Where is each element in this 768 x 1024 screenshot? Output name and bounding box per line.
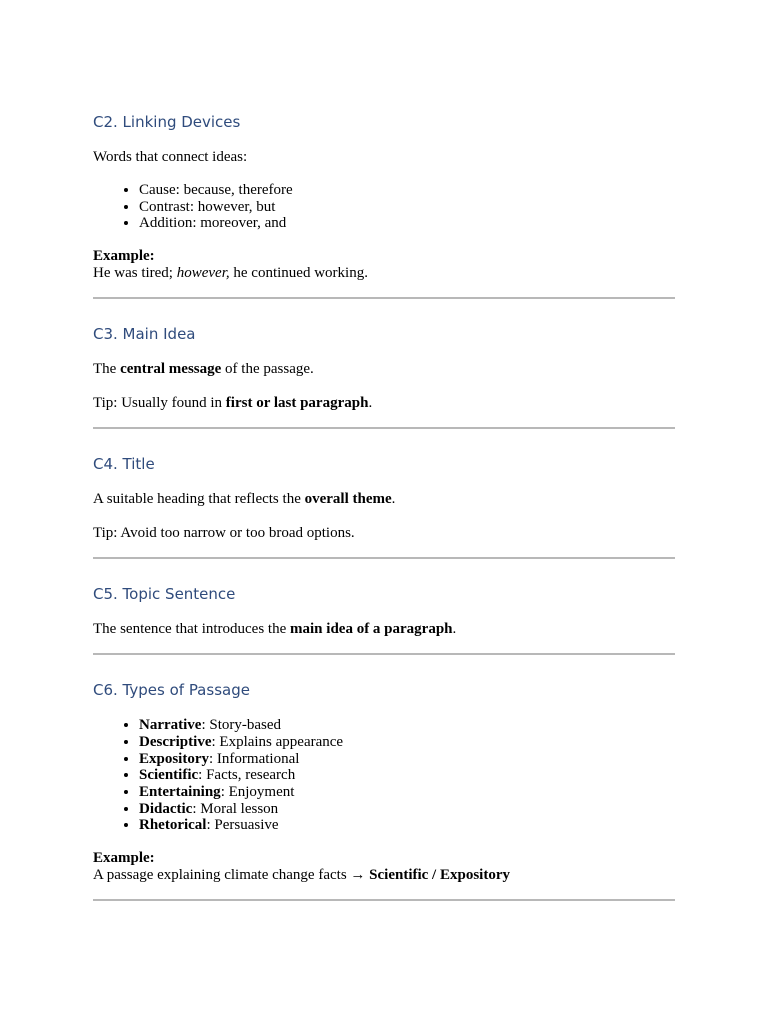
list-item: • Narrative: Story-based: [139, 717, 675, 734]
section-heading: C5. Topic Sentence: [93, 585, 236, 604]
section-heading: C3. Main Idea: [93, 325, 196, 344]
list-item: • Didactic: Moral lesson: [139, 801, 675, 818]
section-title: [93, 455, 675, 559]
example-text: A passage explaining climate change facts → Scientific / Expository: [93, 867, 510, 884]
list-item: • Expository: Informational: [139, 751, 675, 768]
list-item: • Entertaining: Enjoyment: [139, 784, 675, 801]
list-item: • Cause: because, therefore: [139, 182, 675, 199]
list-item: • Addition: moreover, and: [139, 215, 675, 232]
section-heading: C6. Types of Passage: [93, 681, 250, 700]
section-linking-devices: [93, 113, 675, 299]
example-text: He was tired; however, he continued working.: [93, 265, 368, 282]
section-intro: Words that connect ideas:: [93, 149, 248, 165]
list-item: • Descriptive: Explains appearance: [139, 734, 675, 751]
example-label: Example:: [93, 248, 155, 265]
arrow-icon: →: [350, 867, 366, 884]
section-divider: [93, 899, 675, 901]
definition-text: The sentence that introduces the main idea of a paragraph.: [93, 621, 457, 638]
section-topic-sentence: [93, 585, 675, 655]
section-types-of-passage: [93, 681, 675, 901]
list-item: • Contrast: however, but: [139, 199, 675, 216]
tip-text: Tip: Usually found in first or last paragraph.: [93, 395, 373, 412]
list-item: • Rhetorical: Persuasive: [139, 817, 675, 834]
section-heading: C2. Linking Devices: [93, 113, 241, 131]
tip-text: Tip: Avoid too narrow or too broad options.: [93, 525, 355, 542]
list-item: • Scientific: Facts, research: [139, 767, 675, 784]
linking-devices-list: [93, 182, 675, 232]
passage-types-list: [93, 717, 675, 834]
document-content: [93, 113, 675, 901]
example-label: Example:: [93, 850, 155, 867]
section-main-idea: [93, 325, 675, 429]
section-heading: C4. Title: [93, 455, 155, 474]
definition-text: The central message of the passage.: [93, 361, 314, 378]
definition-text: A suitable heading that reflects the overall theme.: [93, 491, 396, 508]
